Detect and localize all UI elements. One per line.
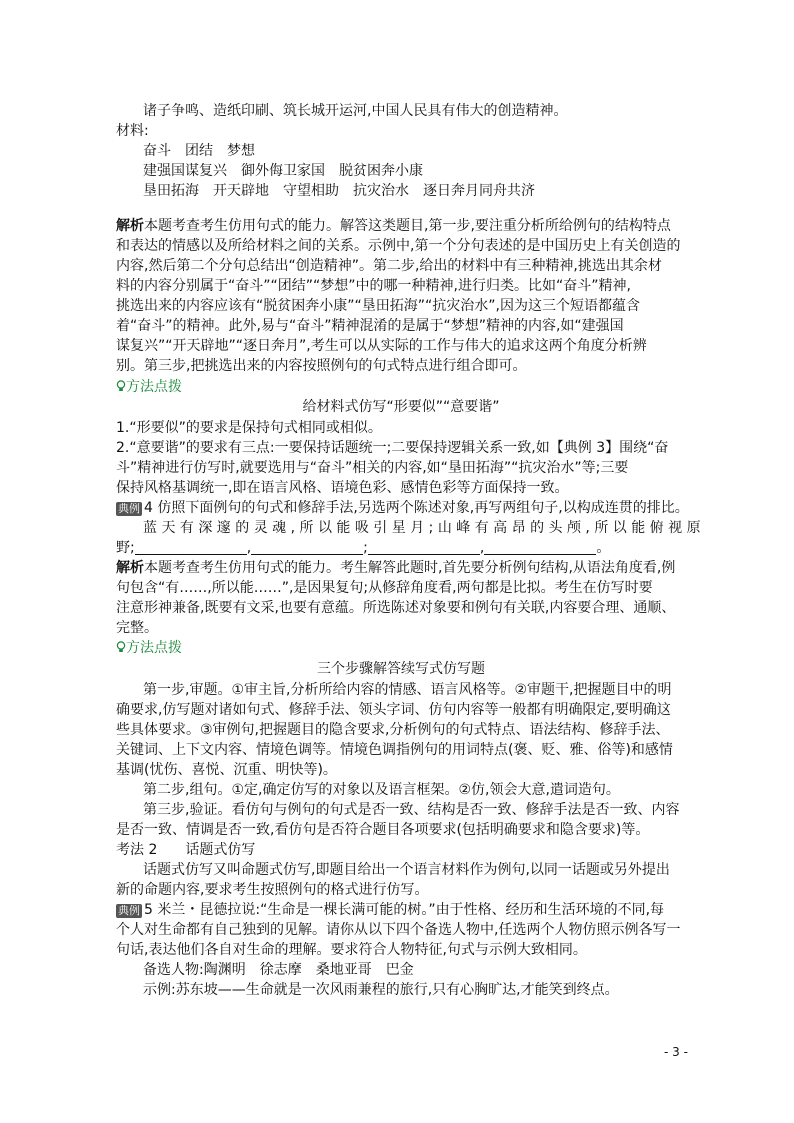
example-text: 4 仿照下面例句的句式和修辞手法,另选两个陈述对象,再写两组句子,以构成连贯的排比。 bbox=[144, 500, 689, 516]
text-line: 1.“形要似”的要求是保持句式相同或相似。 bbox=[116, 420, 382, 436]
blank-line bbox=[116, 538, 686, 558]
text-line: 是否一致、情调是否一致,看仿句是否符合题目各项要求(包括明确要求和隐含要求)等。 bbox=[116, 822, 650, 838]
sample-line: 示例:苏东坡——生命就是一次风雨兼程的旅行,只有心胸旷达,才能笑到终点。 bbox=[143, 982, 619, 998]
example-line bbox=[116, 498, 689, 518]
material-label: 材料: bbox=[116, 123, 149, 139]
answer-blank[interactable] bbox=[368, 540, 480, 555]
answer-blank[interactable] bbox=[251, 540, 363, 555]
text-fragment: , bbox=[246, 540, 252, 556]
section-heading: 给材料式仿写“形要似”“意要谐” bbox=[302, 399, 500, 415]
text-line: 斗”精神进行仿写时,就要选用与“奋斗”相关的内容,如“垦田拓海”“抗灾治水”等;三要 bbox=[116, 460, 629, 476]
text-line: 第二步,组句。①定,确定仿写的对象以及语言框架。②仿,领会大意,遣词造句。 bbox=[143, 782, 620, 798]
method-tip-label: 方法点拨 bbox=[126, 379, 182, 395]
text-line: 2.“意要谐”的要求有三点:一要保持话题统一;二要保持逻辑关系一致,如【典例 3】围绕“奋 bbox=[116, 440, 669, 456]
text-fragment: 。 bbox=[596, 540, 611, 556]
page-number: - 3 - bbox=[664, 1045, 688, 1059]
material-line: 奋斗 团结 梦想 bbox=[143, 143, 255, 159]
text-line: 和表达的情感以及所给材料之间的关系。示例中,第一个分句表述的是中国历史上有关创造的 bbox=[116, 238, 681, 254]
text-line: 新的命题内容,要求考生按照例句的格式进行仿写。 bbox=[116, 882, 429, 898]
answer-blank[interactable] bbox=[484, 540, 596, 555]
method-heading: 考法 2 话题式仿写 bbox=[116, 842, 256, 858]
text-line: 句包含“有……,所以能……”,是因果复句;从修辞角度看,两句都是比拟。考生在仿写时要 bbox=[116, 580, 653, 596]
lightbulb-icon bbox=[116, 380, 126, 392]
material-line: 垦田拓海 开天辟地 守望相助 抗灾治水 逐日奔月同舟共济 bbox=[143, 183, 535, 199]
text-line: 话题式仿写又叫命题式仿写,即题目给出一个语言材料作为例句,以同一话题或另外提出 bbox=[143, 862, 670, 878]
text-line: 着“奋斗”的精神。此外,易与“奋斗”精神混淆的是属于“梦想”精神的内容,如“建强国 bbox=[116, 318, 624, 334]
text-line: 句话,表达他们各自对生命的理解。要求符合人物特征,句式与示例大致相同。 bbox=[116, 942, 587, 958]
section-heading: 三个步骤解答续写式仿写题 bbox=[317, 661, 485, 677]
text-line: 注意形神兼备,既要有文采,也要有意蕴。所选陈述对象要和例句有关联,内容要合理、通顺、 bbox=[116, 600, 676, 616]
text-fragment: 野; bbox=[116, 540, 135, 556]
text-line: 别。第三步,把挑选出来的内容按照例句的句式特点进行组合即可。 bbox=[116, 358, 527, 374]
analysis-line bbox=[116, 216, 686, 236]
analysis-line bbox=[116, 558, 686, 578]
text-line: 料的内容分别属于“奋斗”“团结”“梦想”中的哪一种精神,进行归类。比如“奋斗”精神, bbox=[116, 278, 631, 294]
analysis-text: 本题考查考生仿用句式的能力。考生解答此题时,首先要分析例句结构,从语法角度看,例 bbox=[144, 560, 676, 576]
analysis-label: 解析 bbox=[116, 560, 144, 576]
text-fragment: , bbox=[479, 540, 485, 556]
example-text: 5 米兰・昆德拉说:“生命是一棵长满可能的树。”由于性格、经历和生活环境的不同,每 bbox=[144, 902, 665, 918]
text-line: 些具体要求。③审例句,把握题目的隐含要求,分析例句的句式特点、语法结构、修辞手法、 bbox=[116, 722, 670, 738]
text-line: 第三步,验证。看仿句与例句的句式是否一致、结构是否一致、修辞手法是否一致、内容 bbox=[143, 802, 680, 818]
example-badge: 典例 bbox=[118, 502, 140, 515]
text-line: 挑选出来的内容应该有“脱贫困奔小康”“垦田拓海”“抗灾治水”,因为这三个短语都蕴含 bbox=[116, 298, 640, 314]
text-line: 谋复兴”“开天辟地”“逐日奔月”,考生可以从实际的工作与伟大的追求这两个角度分析辨 bbox=[116, 338, 647, 354]
method-tip-label: 方法点拨 bbox=[126, 640, 182, 656]
method-tip bbox=[116, 638, 686, 658]
example-badge: 典例 bbox=[118, 904, 140, 917]
analysis-label: 解析 bbox=[116, 218, 144, 234]
method-tip bbox=[116, 377, 686, 397]
text-line: 内容,然后第二个分句总结出“创造精神”。第二步,给出的材料中有三种精神,挑选出其余材 bbox=[116, 258, 662, 274]
text-line: 个人对生命都有自己独到的见解。请你从以下四个备选人物中,任选两个人物仿照示例各写一 bbox=[116, 922, 681, 938]
text-line: 保持风格基调统一,即在语言风格、语境色彩、感情色彩等方面保持一致。 bbox=[116, 480, 569, 496]
text-fragment: ; bbox=[363, 540, 368, 556]
candidates-line: 备选人物:陶渊明 徐志摩 桑地亚哥 巴金 bbox=[143, 962, 414, 978]
text-line: 确要求,仿写题对诸如句式、修辞手法、领头字词、仿句内容等一般都有明确限定,要明确这 bbox=[116, 702, 671, 718]
text-line: 诸子争鸣、造纸印刷、筑长城开运河,中国人民具有伟大的创造精神。 bbox=[143, 103, 568, 119]
material-line: 建强国谋复兴 御外侮卫家国 脱贫困奔小康 bbox=[143, 163, 423, 179]
text-line: 基调(忧伤、喜悦、沉重、明快等)。 bbox=[116, 762, 337, 778]
example-line bbox=[116, 900, 686, 920]
analysis-text: 本题考查考生仿用句式的能力。解答这类题目,第一步,要注重分析所给例句的结构特点 bbox=[144, 218, 671, 234]
lightbulb-icon bbox=[116, 641, 126, 653]
text-line: 关键词、上下文内容、情境色调等。情境色调指例句的用词特点(褒、贬、雅、俗等)和感情 bbox=[116, 742, 673, 758]
example-sentence: 蓝 天 有 深 邃 的 灵 魂 , 所 以 能 吸 引 星 月 ; 山 峰 有 高 昂 的 头 颅 , 所 以 能 俯 视 原 bbox=[143, 520, 701, 536]
text-line: 完整。 bbox=[116, 620, 158, 636]
text-line: 第一步,审题。①审主旨,分析所给内容的情感、语言风格等。②审题干,把握题目中的明 bbox=[143, 682, 672, 698]
answer-blank[interactable] bbox=[135, 540, 247, 555]
